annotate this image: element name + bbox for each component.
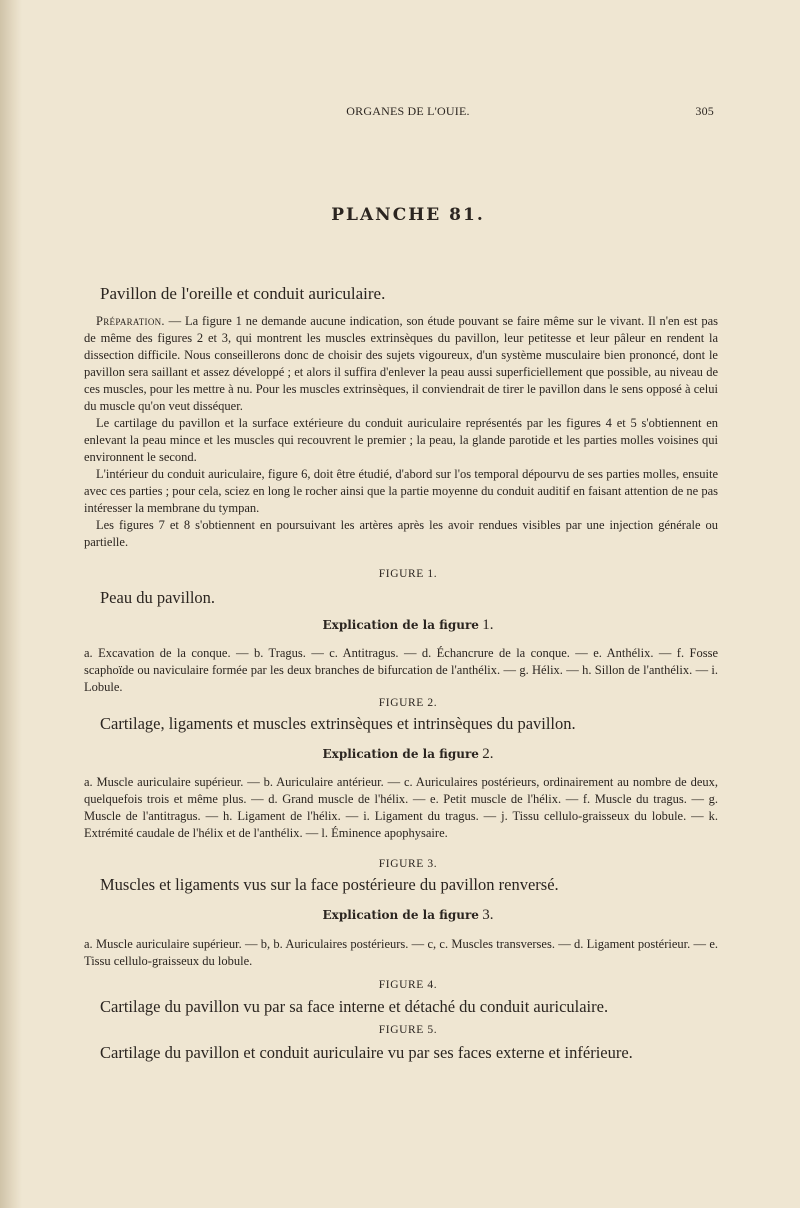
figure-2-title: Cartilage, ligaments et muscles extrinsèques et intrinsèques du pavillon.: [100, 714, 576, 733]
preparation-paragraph-3: L'intérieur du conduit auriculaire, figure 6, doit être étudié, d'abord sur l'os temporal dépourvu de ses parties molles, ensuite avec ces parties ; pour cela, sciez en long le rocher ainsi que la partie moyenne du conduit auditif en faisant attention de ne pas intéresser la membrane du tympan.: [84, 467, 718, 515]
preparation-paragraph-4: Les figures 7 et 8 s'obtiennent en poursuivant les artères après les avoir rendues visibles par une injection générale ou partielle.: [84, 518, 718, 549]
figure-1-explication-heading: [100, 617, 716, 634]
preparation-text-1: — La figure 1 ne demande aucune indication, son étude pouvant se faire même sur le vivant. Il n'en est pas de même des figures 2 et 3, qui montrent les muscles extrinsèques du pavillon, leur petitesse et leur pâleur en rendent la dissection difficile. Nous conseillerons donc de choisir des sujets vigoureux, d'un système musculaire bien prononcé, dont le pavillon sera saillant et assez développé ; et alors il suffira d'enlever la peau aussi superficiellement que possible, au niveau de ces muscles, pour les mettre à nu. Pour les muscles extrinsèques, il conviendrait de tirer le pavillon dans le sens opposé à celui du muscle qu'on veut disséquer.: [84, 314, 718, 413]
preparation-label: Préparation.: [96, 314, 165, 328]
preparation-paragraph-1: [84, 313, 718, 415]
figure-1-legend: [84, 645, 718, 696]
figure-2-label: FIGURE 2.: [378, 697, 438, 709]
figure-3-legend: [84, 936, 718, 970]
figure-3-title: Muscles et ligaments vus sur la face postérieure du pavillon renversé.: [100, 875, 559, 894]
preparation-paragraph-2: Le cartilage du pavillon et la surface extérieure du conduit auriculaire représentés par les figures 4 et 5 s'obtiennent en enlevant la peau mince et les muscles qui recouvrent le premier ; la peau, la glande parotide et les parties molles voisines qui environnent le second.: [84, 416, 718, 464]
figure-4-title: Cartilage du pavillon vu par sa face interne et détaché du conduit auriculaire.: [100, 997, 609, 1016]
running-header: [100, 104, 716, 122]
figure-3-explication-heading: [100, 907, 716, 924]
figure-5-label: FIGURE 5.: [378, 1024, 438, 1036]
explication-label: Explication de la figure: [322, 618, 479, 632]
figure-1-title: Peau du pavillon.: [100, 588, 216, 607]
figure-2-legend-text: a. Muscle auriculaire supérieur. — b. Auriculaire antérieur. — c. Auriculaires postérieurs, ordinairement au nombre de deux, quelquefois trois et même plus. — d. Grand muscle de l'hélix. — e. Petit muscle de l'hélix. — f. Muscle du tragus. — g. Muscle de l'antitragus. — h. Ligament de l'hélix. — i. Ligament du tragus. — j. Tissu cellulo-graisseux du lobule. — k. Extrémité caudale de l'hélix et de l'anthélix. — l. Éminence apophysaire.: [84, 775, 718, 840]
figure-2-legend: [84, 774, 718, 842]
figure-3-label: FIGURE 3.: [378, 858, 438, 870]
figure-1-legend-text: a. Excavation de la conque. — b. Tragus. — c. Antitragus. — d. Échancrure de la conque. — e. Anthélix. — f. Fosse scaphoïde ou naviculaire formée par les deux branches de bifurcation de l'anthélix. — g. Hélix. — h. Sillon de l'anthélix. — i. Lobule.: [84, 646, 718, 694]
running-title: ORGANES DE L'OUIE.: [346, 104, 470, 118]
explication-number: 3.: [482, 907, 494, 923]
figure-1-label: FIGURE 1.: [378, 568, 438, 580]
main-title: Pavillon de l'oreille et conduit auriculaire.: [100, 284, 386, 303]
page-binding-edge: [0, 0, 22, 1208]
preparation-section: [84, 313, 718, 551]
figure-2-explication-heading: [100, 746, 716, 763]
figure-4-label: FIGURE 4.: [378, 979, 438, 991]
explication-number: 1.: [482, 617, 494, 633]
plate-title: PLANCHE 81.: [331, 205, 485, 225]
explication-label: Explication de la figure: [322, 747, 479, 761]
page-number: 305: [695, 104, 714, 118]
figure-3-legend-text: a. Muscle auriculaire supérieur. — b, b. Auriculaires postérieurs. — c, c. Muscles transverses. — d. Ligament postérieur. — e. Tissu cellulo-graisseux du lobule.: [84, 937, 718, 968]
figure-5-title: Cartilage du pavillon et conduit auriculaire vu par ses faces externe et inférieure.: [100, 1043, 633, 1062]
explication-number: 2.: [482, 746, 494, 762]
explication-label: Explication de la figure: [322, 908, 479, 922]
